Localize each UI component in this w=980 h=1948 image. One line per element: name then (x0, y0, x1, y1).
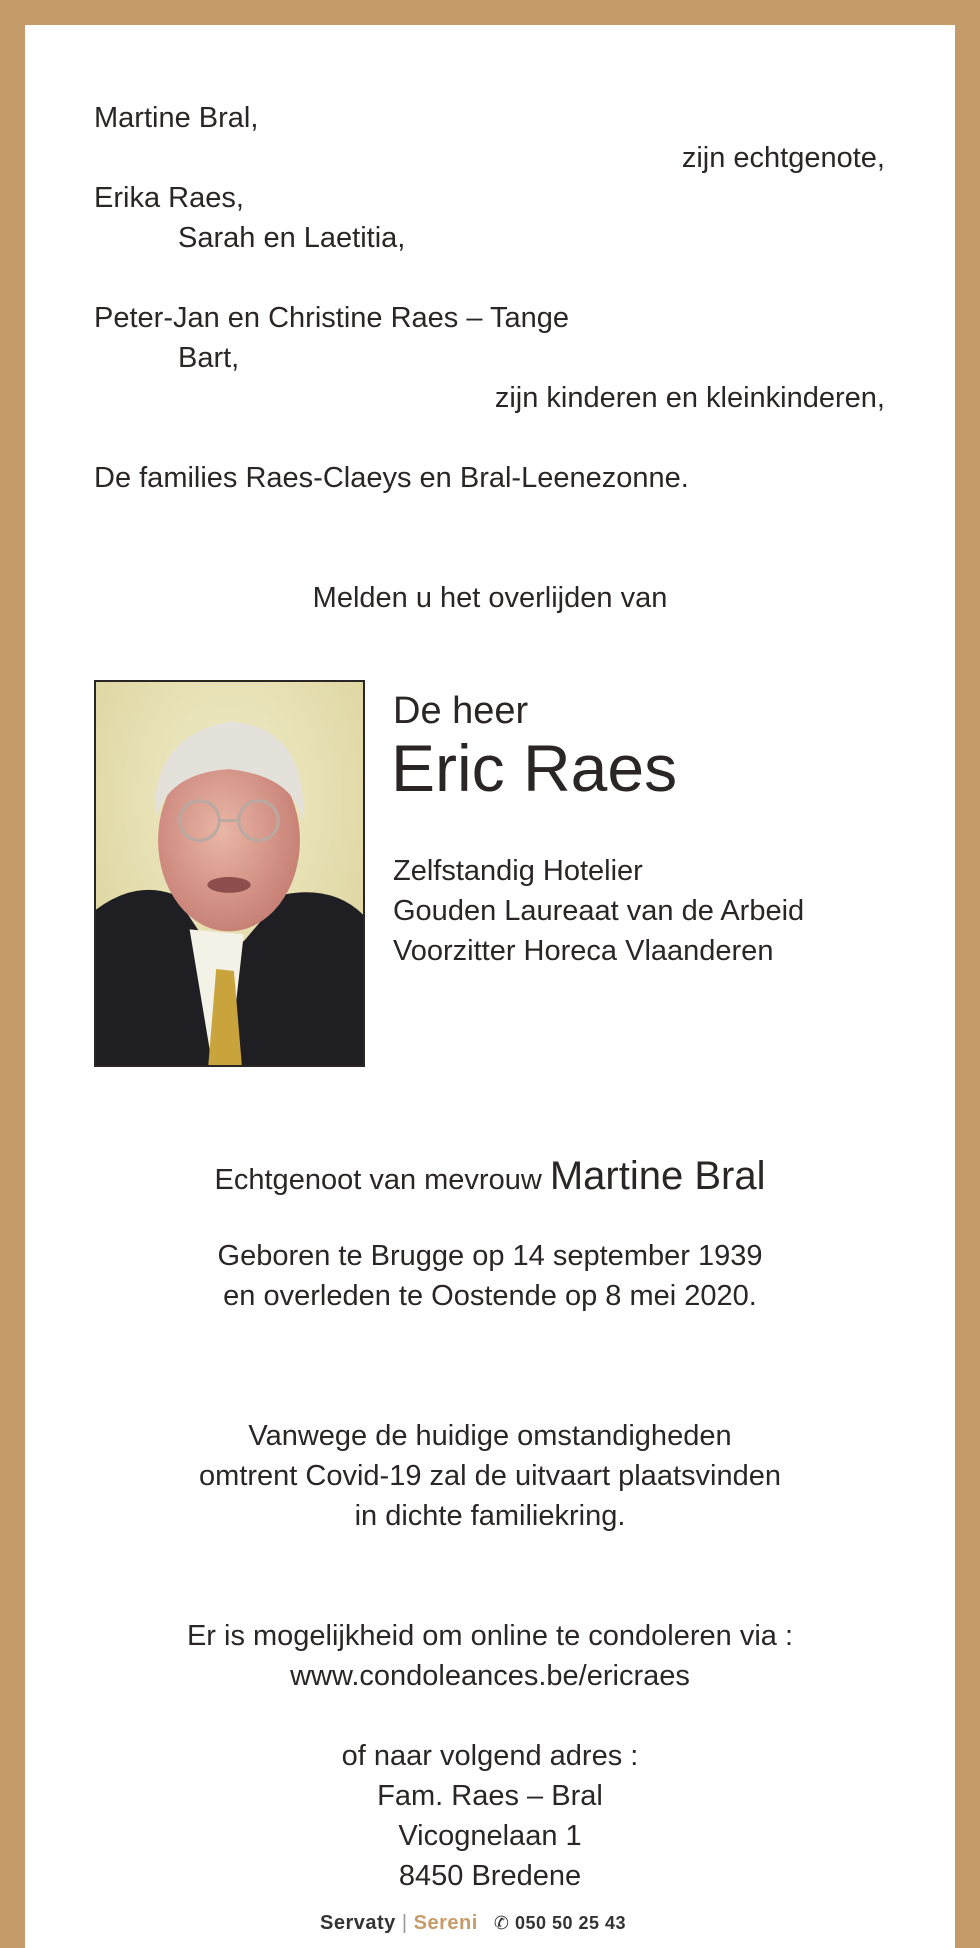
families-line: De families Raes-Claeys en Bral-Leenezonne. (94, 462, 689, 494)
address-city: 8450 Bredene (398, 1860, 582, 1892)
condolence-url[interactable]: www.condoleances.be/ericraes (290, 1660, 690, 1692)
footer-separator: | (401, 1912, 408, 1934)
footer-phone (494, 1913, 626, 1933)
child-2: Peter-Jan en Christine Raes – Tange (94, 302, 570, 334)
footer (320, 1912, 626, 1935)
birth-line: Geboren te Brugge op 14 september 1939 (217, 1240, 763, 1272)
condolence-line: Er is mogelijkheid om online te condoleren via : (186, 1620, 794, 1652)
obituary-card (25, 25, 955, 1948)
child-1: Erika Raes, (94, 182, 244, 214)
covid-line-1: Vanwege de huidige omstandigheden (248, 1420, 732, 1452)
spouse-line (25, 1151, 955, 1205)
grandchildren-1: Sarah en Laetitia, (178, 222, 406, 254)
role-3: Voorzitter Horeca Vlaanderen (393, 935, 774, 967)
spouse-prefix: Echtgenoot van mevrouw (214, 1164, 542, 1196)
spouse-name: Martine Bral, (94, 102, 259, 134)
spouse-role: zijn echtgenote, (681, 142, 885, 174)
footer-phone-number: 050 50 25 43 (514, 1913, 627, 1933)
deceased-name: Eric Raes (391, 731, 678, 805)
footer-brand-sereni: Sereni (413, 1912, 478, 1934)
spouse-full-name: Martine Bral (549, 1154, 766, 1198)
address-street: Vicognelaan 1 (398, 1820, 582, 1852)
death-line: en overleden te Oostende op 8 mei 2020. (223, 1280, 757, 1312)
covid-line-3: in dichte familiekring. (354, 1500, 626, 1532)
address-name: Fam. Raes – Bral (377, 1780, 603, 1812)
grandchildren-2: Bart, (178, 342, 240, 374)
role-2: Gouden Laureaat van de Arbeid (393, 895, 805, 927)
portrait-photo (94, 680, 365, 1067)
role-1: Zelfstandig Hotelier (393, 855, 643, 887)
children-role: zijn kinderen en kleinkinderen, (494, 382, 885, 414)
covid-line-2: omtrent Covid-19 zal de uitvaart plaatsvinden (199, 1460, 781, 1492)
address-intro: of naar volgend adres : (341, 1740, 639, 1772)
portrait-image (96, 682, 363, 1065)
phone-icon: ✆ (493, 1913, 510, 1933)
footer-brand-servaty: Servaty (320, 1912, 396, 1934)
deceased-title: De heer (393, 690, 529, 732)
announcement: Melden u het overlijden van (312, 582, 668, 614)
